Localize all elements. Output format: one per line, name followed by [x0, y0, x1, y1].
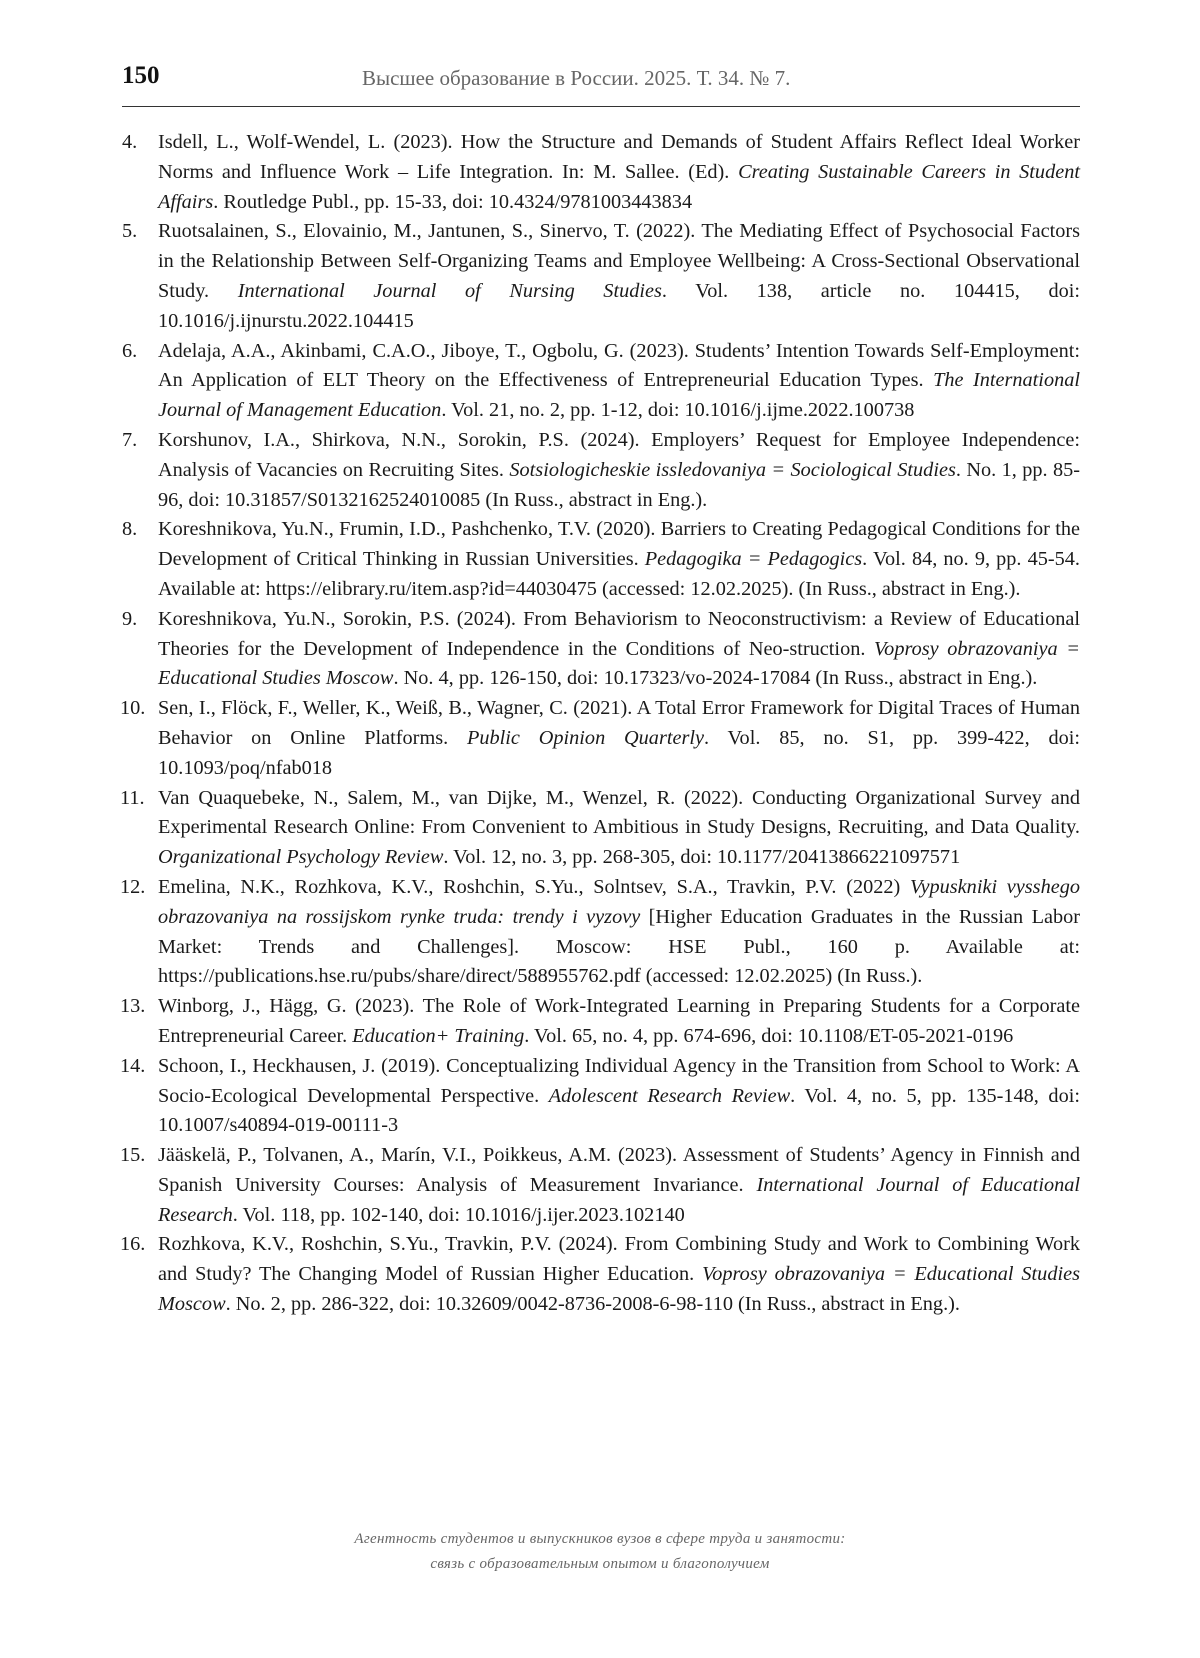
reference-number: 11. — [120, 786, 145, 809]
reference-source-title: Vypuskniki vysshego obrazovaniya na rossijskom rynke truda: trendy i vyzovy — [158, 875, 1080, 928]
reference-number: 6. — [122, 339, 138, 362]
reference-text: Schoon, I., Heckhausen, J. (2019). Conceptualizing Individual Agency in the Transition from School to Work: A Socio-Ecological Developmental Perspective. — [158, 1054, 1080, 1107]
reference-source-title: Public Opinion Quarterly — [466, 726, 705, 749]
reference-source-title: Creating Sustainable Careers in Student Affairs — [158, 160, 1080, 213]
reference-text: Koreshnikova, Yu.N., Sorokin, P.S. (2024). From Behaviorism to Neoconstructivism: a Review of Educational Theories for the Development of Independence in the Conditions of Neo-struction. — [158, 607, 1080, 660]
reference-source-title: Pedagogika = Pedagogics — [644, 548, 863, 571]
reference-source-title: International Journal of Nursing Studies — [237, 279, 662, 302]
reference-item — [122, 337, 1080, 426]
reference-source-title: Sotsiologicheskie issledovaniya = Sociological Studies — [509, 458, 956, 481]
reference-item — [122, 694, 1080, 783]
reference-item — [122, 1141, 1080, 1230]
reference-number: 14. — [120, 1054, 146, 1077]
journal-title: Высшее образование в России. 2025. Т. 34. № 7. — [362, 66, 791, 90]
reference-source-title: Adolescent Research Review — [548, 1084, 791, 1107]
reference-item — [122, 605, 1080, 694]
reference-details: . Routledge Publ., pp. 15-33, doi: 10.4324/9781003443834 — [213, 190, 693, 213]
reference-source-title: The International Journal of Management Education — [158, 369, 1080, 422]
reference-item — [122, 784, 1080, 873]
reference-text: Emelina, N.K., Rozhkova, K.V., Roshchin, S.Yu., Solntsev, S.A., Travkin, P.V. (2022) — [158, 875, 910, 898]
reference-item — [122, 426, 1080, 515]
reference-details: . No. 1, pp. 85-96, doi: 10.31857/S0132162524010085 (In Russ., abstract in Eng.). — [158, 458, 1080, 511]
reference-text: Ruotsalainen, S., Elovainio, M., Jantunen, S., Sinervo, T. (2022). The Mediating Effect of Psychosocial Factors in the Relationship Between Self-Organizing Teams and Employee Wellbeing: A Cross-Sectional Observational Study. — [158, 220, 1080, 302]
reference-text: Korshunov, I.A., Shirkova, N.N., Sorokin, P.S. (2024). Employers’ Request for Employee Independence: Analysis of Vacancies on Recruiting Sites. — [158, 428, 1080, 481]
reference-details: . Vol. 12, no. 3, pp. 268-305, doi: 10.1177/20413866221097571 — [443, 846, 961, 869]
reference-details: . Vol. 21, no. 2, pp. 1-12, doi: 10.1016/j.ijme.2022.100738 — [441, 399, 915, 422]
reference-details: . Vol. 118, pp. 102-140, doi: 10.1016/j.ijer.2023.102140 — [232, 1203, 685, 1226]
reference-text: Winborg, J., Hägg, G. (2023). The Role of Work-Integrated Learning in Preparing Students for a Corporate Entrepreneurial Career. — [158, 995, 1080, 1047]
reference-number: 9. — [122, 607, 138, 630]
reference-number: 13. — [120, 995, 146, 1018]
reference-number: 10. — [120, 697, 146, 720]
reference-text: Van Quaquebeke, N., Salem, M., van Dijke, M., Wenzel, R. (2022). Conducting Organizational Survey and Experimental Research Online: From Convenient to Ambitious in Study Designs, Recruiting, and Data Quality. — [158, 786, 1080, 839]
reference-number: 7. — [122, 428, 138, 451]
reference-source-title: Voprosy obrazovaniya = Educational Studies Moscow — [158, 637, 1080, 690]
reference-details: . Vol. 84, no. 9, pp. 45-54. Available at: https://elibrary.ru/item.asp?id=44030475 (accessed: 12.02.2025). (In Russ., abstract in Eng.). — [158, 548, 1080, 600]
reference-details: . No. 4, pp. 126-150, doi: 10.17323/vo-2024-17084 (In Russ., abstract in Eng.). — [393, 667, 1038, 690]
reference-item — [122, 217, 1080, 336]
reference-item — [122, 1052, 1080, 1141]
reference-details: . Vol. 4, no. 5, pp. 135-148, doi: 10.1007/s40894-019-00111-3 — [158, 1084, 1080, 1137]
reference-number: 5. — [122, 220, 138, 243]
reference-item — [122, 992, 1080, 1052]
reference-item — [122, 515, 1080, 604]
running-footer — [0, 1527, 1200, 1577]
reference-number: 15. — [120, 1144, 146, 1167]
reference-source-title: Voprosy obrazovaniya = Educational Studies Moscow — [158, 1263, 1080, 1316]
reference-text: Jääskelä, P., Tolvanen, A., Marín, V.I., Poikkeus, A.M. (2023). Assessment of Students’ Agency in Finnish and Spanish University Courses: Analysis of Measurement Invariance. — [158, 1144, 1080, 1196]
reference-details: . Vol. 65, no. 4, pp. 674-696, doi: 10.1108/ET-05-2021-0196 — [524, 1024, 1014, 1047]
reference-number: 12. — [120, 875, 146, 898]
reference-source-title: Education+ Training — [352, 1024, 525, 1047]
running-header — [122, 60, 1080, 107]
reference-number: 4. — [122, 131, 138, 153]
reference-details: . No. 2, pp. 286-322, doi: 10.32609/0042-8736-2008-6-98-110 (In Russ., abstract in Eng.). — [225, 1293, 960, 1316]
reference-source-title: International Journal of Educational Research — [158, 1173, 1081, 1226]
footer-title-line-1: Агентность студентов и выпускников вузов в сфере труда и занятости: — [354, 1531, 846, 1547]
reference-text: Rozhkova, K.V., Roshchin, S.Yu., Travkin, P.V. (2024). From Combining Study and Work to Combining Work and Study? The Changing Model of Russian Higher Education. — [158, 1233, 1080, 1286]
reference-text: Adelaja, A.A., Akinbami, C.A.O., Jiboye, T., Ogbolu, G. (2023). Students’ Intention Towards Self-Employment: An Application of ELT Theory on the Effectiveness of Entrepreneurial Education Types. — [158, 339, 1080, 392]
reference-source-title: Organizational Psychology Review — [158, 846, 444, 869]
reference-details: . Vol. 85, no. S1, pp. 399-422, doi: 10.1093/poq/nfab018 — [158, 726, 1081, 779]
reference-number: 8. — [122, 518, 138, 541]
page-number: 150 — [122, 62, 160, 89]
reference-text: Isdell, L., Wolf-Wendel, L. (2023). How the Structure and Demands of Student Affairs Reflect Ideal Worker Norms and Influence Work – Life Integration. In: M. Sallee. (Ed). — [158, 131, 1080, 183]
reference-item — [122, 128, 1080, 217]
reference-list — [122, 128, 1080, 1320]
footer-title-line-2: связь с образовательным опытом и благополучием — [430, 1556, 770, 1572]
reference-item — [122, 1230, 1080, 1319]
reference-details: . Vol. 138, article no. 104415, doi: 10.1016/j.ijnurstu.2022.104415 — [158, 279, 1080, 332]
reference-text: Sen, I., Flöck, F., Weller, K., Weiß, B., Wagner, C. (2021). A Total Error Framework for Digital Traces of Human Behavior on Online Platforms. — [158, 697, 1080, 749]
reference-details: [Higher Education Graduates in the Russian Labor Market: Trends and Challenges]. Moscow: HSE Publ., 160 p. Available at: https://publications.hse.ru/pubs/share/direct/588955762.pdf (accessed: 12.02.2025) (In Russ.). — [158, 905, 1080, 988]
reference-text: Koreshnikova, Yu.N., Frumin, I.D., Pashchenko, T.V. (2020). Barriers to Creating Pedagogical Conditions for the Development of Critical Thinking in Russian Universities. — [158, 518, 1080, 571]
reference-number: 16. — [120, 1233, 146, 1256]
reference-item — [122, 873, 1080, 992]
